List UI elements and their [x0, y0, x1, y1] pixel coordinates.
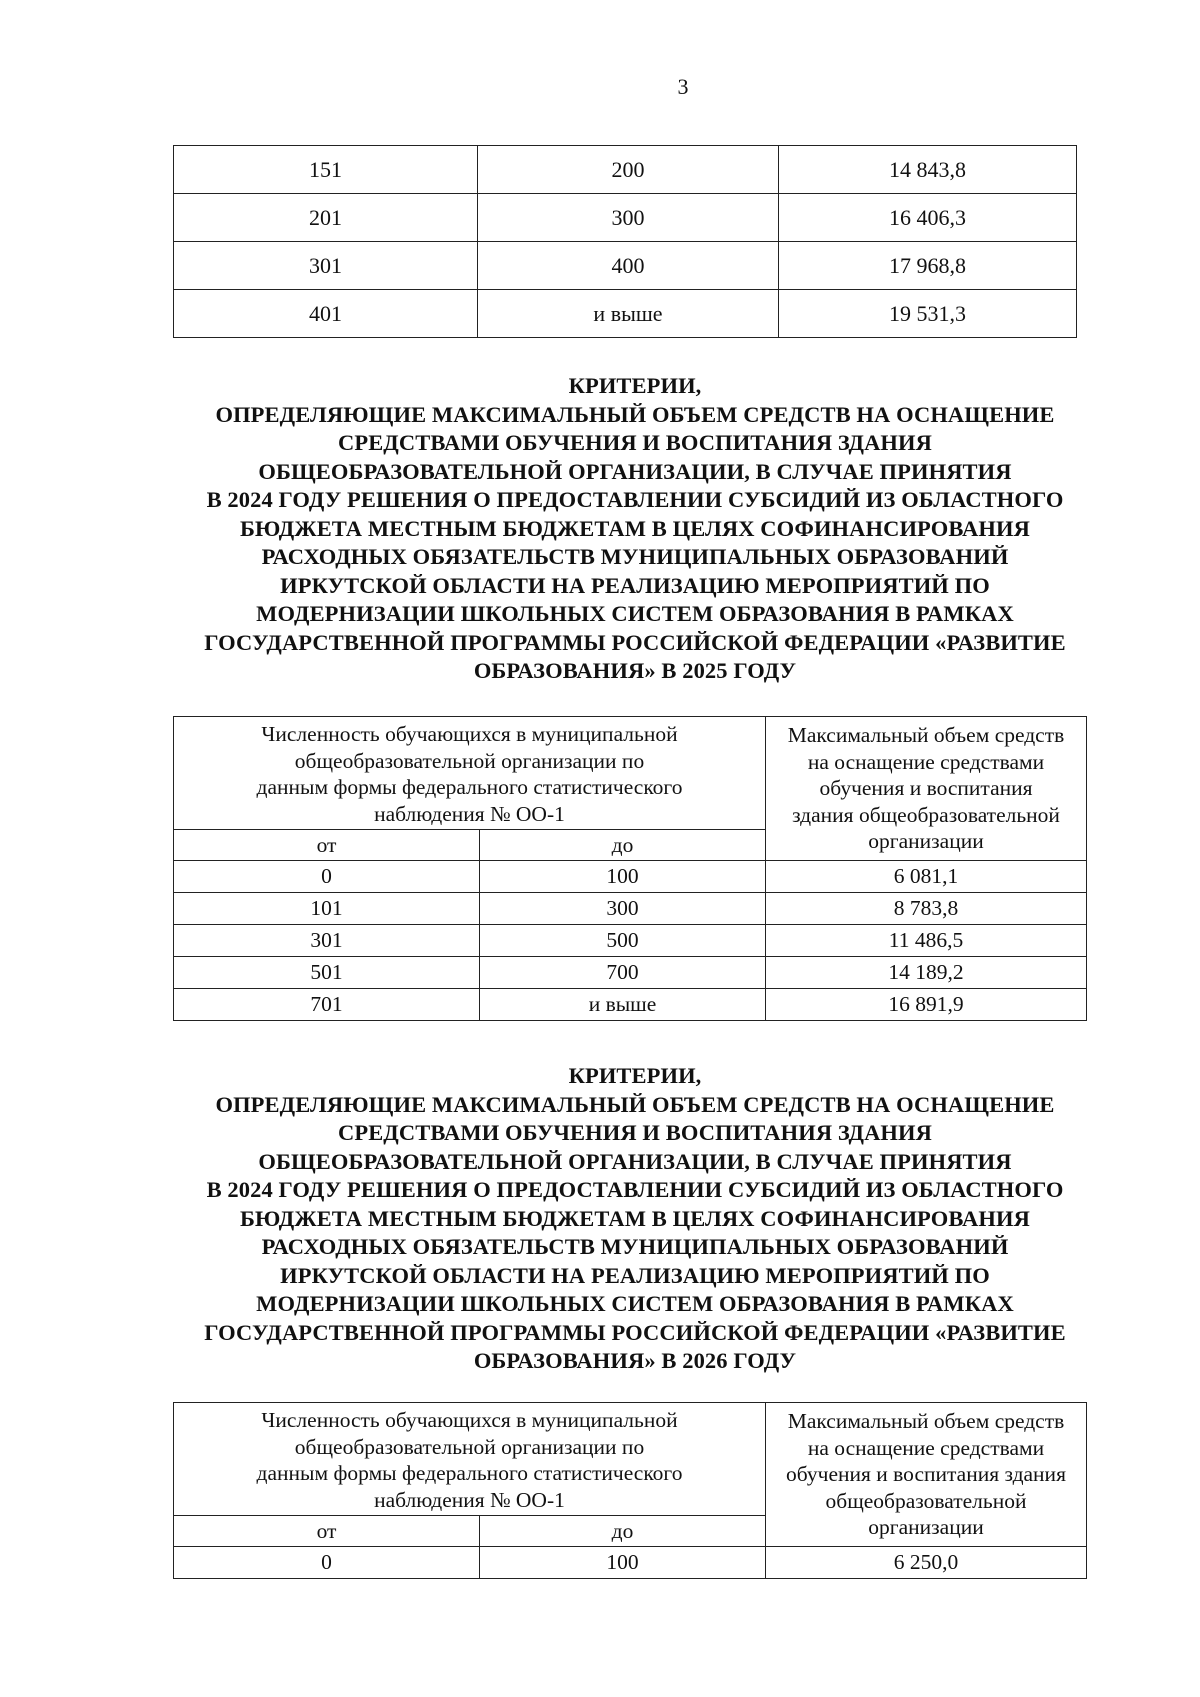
header-max-funds: [766, 717, 1087, 861]
table-row: [174, 1547, 1087, 1579]
table-row: [174, 861, 1087, 893]
table-row: [174, 146, 1077, 194]
criteria-title-line: ОБЩЕОБРАЗОВАТЕЛЬНОЙ ОРГАНИЗАЦИИ, В СЛУЧАЕ ПРИНЯТИЯ: [258, 1148, 1012, 1174]
table-cell: 200: [478, 146, 779, 194]
header-student-count: [174, 1403, 766, 1516]
header-line: данным формы федерального статистического: [256, 1461, 683, 1485]
header-max-funds: [766, 1403, 1087, 1547]
criteria-title-line: СРЕДСТВАМИ ОБУЧЕНИЯ И ВОСПИТАНИЯ ЗДАНИЯ: [338, 1120, 932, 1145]
criteria-table-2026-body: [174, 1547, 1087, 1579]
table-cell: 701: [174, 989, 480, 1021]
table-cell: 301: [174, 242, 478, 290]
table-cell: 11 486,5: [766, 925, 1087, 957]
criteria-title-line: ГОСУДАРСТВЕННОЙ ПРОГРАММЫ РОССИЙСКОЙ ФЕДЕРАЦИИ «РАЗВИТИЕ: [204, 1319, 1066, 1345]
header-line: данным формы федерального статистического: [256, 775, 683, 799]
table-row: [174, 194, 1077, 242]
criteria-title-2026: [155, 1062, 1115, 1376]
criteria-title-line: КРИТЕРИИ,: [568, 1063, 702, 1088]
table-cell: 14 189,2: [766, 957, 1087, 989]
header-line: организации: [868, 829, 984, 854]
header-from: от: [174, 1516, 480, 1547]
criteria-title-line: ОБЩЕОБРАЗОВАТЕЛЬНОЙ ОРГАНИЗАЦИИ, В СЛУЧАЕ ПРИНЯТИЯ: [258, 458, 1012, 484]
criteria-title-line: БЮДЖЕТА МЕСТНЫМ БЮДЖЕТАМ В ЦЕЛЯХ СОФИНАНСИРОВАНИЯ: [240, 1205, 1030, 1231]
criteria-title-line: ОБРАЗОВАНИЯ» В 2025 ГОДУ: [473, 658, 797, 683]
header-line: наблюдения № ОО-1: [374, 1487, 565, 1512]
table-row: [174, 242, 1077, 290]
table-cell: 14 843,8: [779, 146, 1077, 194]
table-cell: 151: [174, 146, 478, 194]
header-line: здания общеобразовательной: [792, 802, 1060, 827]
header-line: наблюдения № ОО-1: [374, 801, 565, 826]
table-cell: 6 250,0: [766, 1547, 1087, 1579]
table-cell: 500: [480, 925, 766, 957]
criteria-title-line: СРЕДСТВАМИ ОБУЧЕНИЯ И ВОСПИТАНИЯ ЗДАНИЯ: [338, 430, 932, 455]
header-to: до: [480, 830, 766, 861]
table-cell: 100: [480, 1547, 766, 1579]
table-row: [174, 989, 1087, 1021]
table-row: [174, 290, 1077, 338]
criteria-title-line: МОДЕРНИЗАЦИИ ШКОЛЬНЫХ СИСТЕМ ОБРАЗОВАНИЯ В РАМКАХ: [256, 1291, 1014, 1316]
table-cell: 0: [174, 1547, 480, 1579]
table-cell: 19 531,3: [779, 290, 1077, 338]
table-cell: 16 891,9: [766, 989, 1087, 1021]
table-cell: и выше: [480, 989, 766, 1021]
table-top-body: [174, 146, 1077, 338]
table-cell: 8 783,8: [766, 893, 1087, 925]
table-cell: 0: [174, 861, 480, 893]
header-to: до: [480, 1516, 766, 1547]
criteria-title-2025: [155, 372, 1115, 686]
table-row: [174, 957, 1087, 989]
table-cell: 501: [174, 957, 480, 989]
header-line: Максимальный объем средств: [787, 1409, 1065, 1434]
table-cell: 100: [480, 861, 766, 893]
table-row: [174, 893, 1087, 925]
header-line: обучения и воспитания: [819, 776, 1033, 801]
table-cell: 101: [174, 893, 480, 925]
header-line: общеобразовательной организации по: [294, 748, 645, 773]
header-line: на оснащение средствами: [807, 1435, 1045, 1460]
table-cell: и выше: [478, 290, 779, 338]
criteria-title-line: РАСХОДНЫХ ОБЯЗАТЕЛЬСТВ МУНИЦИПАЛЬНЫХ ОБРАЗОВАНИЙ: [261, 1234, 1009, 1259]
table-cell: 16 406,3: [779, 194, 1077, 242]
table-cell: 300: [478, 194, 779, 242]
header-line: организации: [868, 1515, 984, 1540]
header-line: общеобразовательной организации по: [294, 1434, 645, 1459]
header-line: обучения и воспитания здания: [786, 1462, 1066, 1487]
criteria-table-2026: [173, 1402, 1087, 1579]
header-line: общеобразовательной: [825, 1488, 1027, 1513]
header-line: Численность обучающихся в муниципальной: [261, 722, 678, 746]
criteria-title-line: БЮДЖЕТА МЕСТНЫМ БЮДЖЕТАМ В ЦЕЛЯХ СОФИНАНСИРОВАНИЯ: [240, 515, 1030, 541]
criteria-title-line: ОПРЕДЕЛЯЮЩИЕ МАКСИМАЛЬНЫЙ ОБЪЕМ СРЕДСТВ НА ОСНАЩЕНИЕ: [215, 1091, 1055, 1117]
criteria-title-line: МОДЕРНИЗАЦИИ ШКОЛЬНЫХ СИСТЕМ ОБРАЗОВАНИЯ В РАМКАХ: [256, 601, 1014, 626]
criteria-title-line: В 2024 ГОДУ РЕШЕНИЯ О ПРЕДОСТАВЛЕНИИ СУБСИДИЙ ИЗ ОБЛАСТНОГО: [206, 1177, 1064, 1202]
criteria-title-line: В 2024 ГОДУ РЕШЕНИЯ О ПРЕДОСТАВЛЕНИИ СУБСИДИЙ ИЗ ОБЛАСТНОГО: [206, 487, 1064, 512]
criteria-title-line: РАСХОДНЫХ ОБЯЗАТЕЛЬСТВ МУНИЦИПАЛЬНЫХ ОБРАЗОВАНИЙ: [261, 544, 1009, 569]
table-cell: 201: [174, 194, 478, 242]
table-cell: 700: [480, 957, 766, 989]
header-student-count: [174, 717, 766, 830]
header-from: от: [174, 830, 480, 861]
table-row: [174, 925, 1087, 957]
header-line: Численность обучающихся в муниципальной: [261, 1408, 678, 1432]
criteria-title-line: ИРКУТСКОЙ ОБЛАСТИ НА РЕАЛИЗАЦИЮ МЕРОПРИЯТИЙ ПО: [280, 572, 990, 598]
page-number: 3: [677, 74, 689, 99]
header-line: Максимальный объем средств: [787, 723, 1065, 748]
header-line: на оснащение средствами: [807, 749, 1045, 774]
criteria-table-2025-body: [174, 861, 1087, 1021]
criteria-title-line: ИРКУТСКОЙ ОБЛАСТИ НА РЕАЛИЗАЦИЮ МЕРОПРИЯТИЙ ПО: [280, 1262, 990, 1288]
table-cell: 17 968,8: [779, 242, 1077, 290]
criteria-title-line: ОПРЕДЕЛЯЮЩИЕ МАКСИМАЛЬНЫЙ ОБЪЕМ СРЕДСТВ НА ОСНАЩЕНИЕ: [215, 401, 1055, 427]
table-cell: 400: [478, 242, 779, 290]
table-cell: 401: [174, 290, 478, 338]
criteria-title-line: КРИТЕРИИ,: [568, 373, 702, 398]
criteria-title-line: ГОСУДАРСТВЕННОЙ ПРОГРАММЫ РОССИЙСКОЙ ФЕДЕРАЦИИ «РАЗВИТИЕ: [204, 629, 1066, 655]
criteria-table-2025: [173, 716, 1087, 1021]
table-cell: 301: [174, 925, 480, 957]
criteria-title-line: ОБРАЗОВАНИЯ» В 2026 ГОДУ: [473, 1348, 797, 1373]
table-top: [173, 145, 1077, 338]
table-cell: 300: [480, 893, 766, 925]
table-cell: 6 081,1: [766, 861, 1087, 893]
